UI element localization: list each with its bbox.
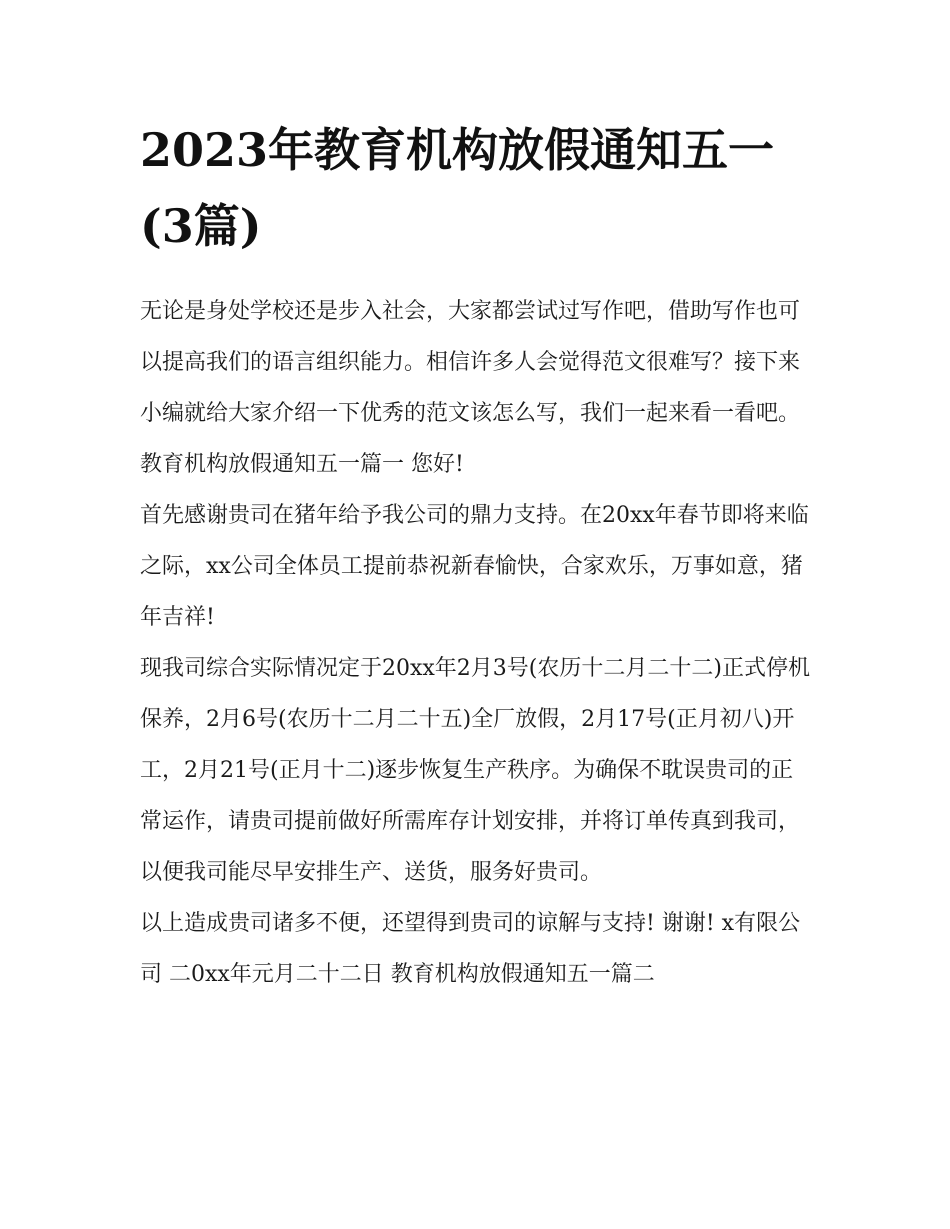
paragraph-schedule: 现我司综合实际情况定于20xx年2月3号(农历十二月二十二)正式停机保养，2月6号(农历十二月二十五)全厂放假，2月17号(正月初八)开工，2月21号(正月十二)逐步恢复生产秩序。为确保不耽误贵司的正常运作，请贵司提前做好所需库存计划安排，并将订单传真到我司，以便我司能尽早安排生产、送货，服务好贵司。 [140, 656, 810, 885]
document-title: 2023年教育机构放假通知五一 (3篇) [140, 123, 775, 253]
paragraph-thanks: 首先感谢贵司在猪年给予我公司的鼎力支持。在20xx年春节即将来临之际，xx公司全体员工提前恭祝新春愉快，合家欢乐，万事如意，猪年吉祥! [140, 503, 809, 630]
paragraph-closing: 以上造成贵司诸多不便，还望得到贵司的谅解与支持! 谢谢! x有限公司 二0xx年元月二十二日 教育机构放假通知五一篇二 [140, 911, 801, 987]
document-content [140, 112, 815, 1000]
document-body [140, 286, 815, 1000]
paragraph-heading-greeting: 教育机构放假通知五一篇一 您好! [140, 452, 464, 477]
paragraph-intro: 无论是身处学校还是步入社会，大家都尝试过写作吧，借助写作也可以提高我们的语言组织能力。相信许多人会觉得范文很难写？接下来小编就给大家介绍一下优秀的范文该怎么写，我们一起来看一看吧。 [140, 299, 801, 426]
